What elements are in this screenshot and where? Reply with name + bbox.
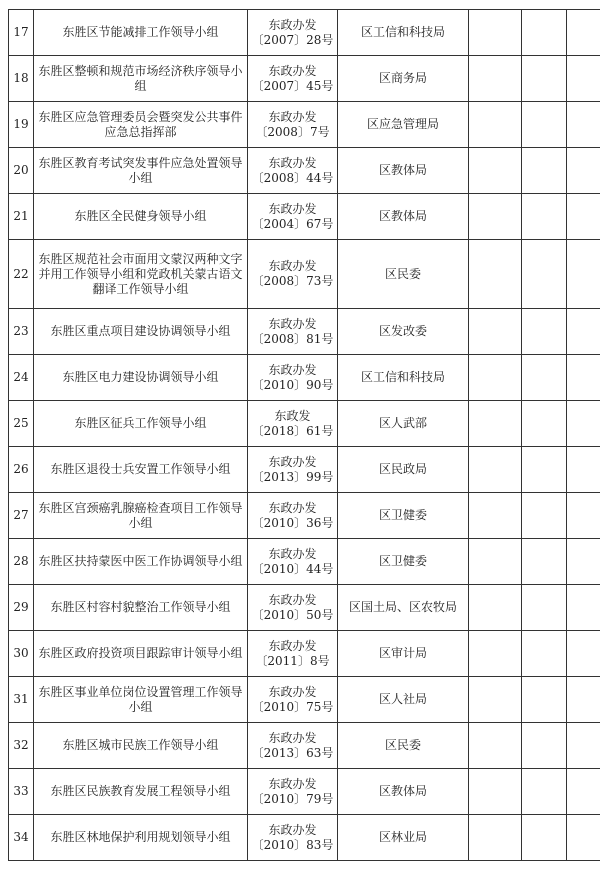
empty-cell [567,148,600,194]
row-number: 21 [9,194,34,240]
empty-cell [567,401,600,447]
empty-cell [469,102,522,148]
doc-issuer: 东政办发 [268,63,317,78]
table-row [9,815,600,861]
group-name: 东胜区事业单位岗位设置管理工作领导小组 [34,677,248,723]
doc-serial: 〔2007〕28号 [251,32,334,47]
doc-issuer: 东政办发 [268,201,317,216]
row-number: 25 [9,401,34,447]
doc-serial: 〔2007〕45号 [251,78,334,93]
empty-cell [567,769,600,815]
responsible-department: 区卫健委 [338,493,469,539]
responsible-department: 区工信和科技局 [338,355,469,401]
document-number [248,723,338,769]
responsible-department: 区民委 [338,240,469,309]
group-name: 东胜区规范社会市面用文蒙汉两种文字并用工作领导小组和党政机关蒙古语文翻译工作领导小组 [34,240,248,309]
document-number [248,10,338,56]
responsible-department: 区民委 [338,723,469,769]
empty-cell [469,677,522,723]
empty-cell [469,631,522,677]
responsible-department: 区民政局 [338,447,469,493]
table-row [9,56,600,102]
document-number [248,585,338,631]
document-number [248,447,338,493]
responsible-department: 区教体局 [338,769,469,815]
row-number: 32 [9,723,34,769]
responsible-department: 区人武部 [338,401,469,447]
document-number [248,631,338,677]
responsible-department: 区商务局 [338,56,469,102]
table-row [9,539,600,585]
responsible-department: 区人社局 [338,677,469,723]
doc-serial: 〔2013〕63号 [251,745,334,760]
table-row [9,148,600,194]
empty-cell [469,240,522,309]
row-number: 18 [9,56,34,102]
empty-cell [469,539,522,585]
doc-issuer: 东政办发 [268,362,317,377]
empty-cell [522,677,567,723]
empty-cell [522,815,567,861]
responsible-department: 区林业局 [338,815,469,861]
group-name: 东胜区政府投资项目跟踪审计领导小组 [34,631,248,677]
empty-cell [522,10,567,56]
table-row [9,102,600,148]
doc-serial: 〔2008〕7号 [255,124,330,139]
row-number: 20 [9,148,34,194]
doc-issuer: 东政办发 [268,684,317,699]
group-name: 东胜区林地保护利用规划领导小组 [34,815,248,861]
empty-cell [567,194,600,240]
table-row [9,769,600,815]
document-number [248,355,338,401]
group-name: 东胜区村容村貌整治工作领导小组 [34,585,248,631]
empty-cell [522,148,567,194]
doc-serial: 〔2010〕90号 [251,377,334,392]
row-number: 28 [9,539,34,585]
empty-cell [522,56,567,102]
document-number [248,309,338,355]
document-number [248,148,338,194]
doc-serial: 〔2011〕8号 [255,653,330,668]
empty-cell [567,815,600,861]
empty-cell [567,585,600,631]
responsible-department: 区发改委 [338,309,469,355]
row-number: 19 [9,102,34,148]
empty-cell [567,56,600,102]
empty-cell [522,309,567,355]
doc-issuer: 东政办发 [268,454,317,469]
empty-cell [522,102,567,148]
table-row [9,631,600,677]
empty-cell [469,10,522,56]
empty-cell [522,355,567,401]
row-number: 17 [9,10,34,56]
doc-issuer: 东政办发 [268,17,317,32]
group-name: 东胜区重点项目建设协调领导小组 [34,309,248,355]
row-number: 34 [9,815,34,861]
empty-cell [522,401,567,447]
empty-cell [469,585,522,631]
table-row [9,309,600,355]
empty-cell [522,493,567,539]
group-name: 东胜区城市民族工作领导小组 [34,723,248,769]
doc-issuer: 东政办发 [268,638,317,653]
row-number: 31 [9,677,34,723]
empty-cell [567,631,600,677]
row-number: 26 [9,447,34,493]
empty-cell [469,148,522,194]
empty-cell [522,723,567,769]
row-number: 27 [9,493,34,539]
row-number: 23 [9,309,34,355]
empty-cell [469,815,522,861]
table-row [9,447,600,493]
doc-serial: 〔2013〕99号 [251,469,334,484]
empty-cell [522,769,567,815]
empty-cell [567,447,600,493]
doc-serial: 〔2004〕67号 [251,216,334,231]
responsible-department: 区审计局 [338,631,469,677]
empty-cell [469,309,522,355]
group-name: 东胜区应急管理委员会暨突发公共事件应急总指挥部 [34,102,248,148]
doc-issuer: 东政办发 [268,155,317,170]
table-row [9,493,600,539]
empty-cell [567,723,600,769]
table-row [9,355,600,401]
doc-issuer: 东政办发 [268,730,317,745]
empty-cell [567,102,600,148]
table-row [9,240,600,309]
group-name: 东胜区整顿和规范市场经济秩序领导小组 [34,56,248,102]
doc-issuer: 东政办发 [268,500,317,515]
empty-cell [567,240,600,309]
responsible-department: 区工信和科技局 [338,10,469,56]
document-number [248,815,338,861]
group-name: 东胜区宫颈癌乳腺癌检查项目工作领导小组 [34,493,248,539]
empty-cell [469,493,522,539]
empty-cell [469,723,522,769]
empty-cell [469,447,522,493]
group-name: 东胜区征兵工作领导小组 [34,401,248,447]
responsible-department: 区卫健委 [338,539,469,585]
doc-issuer: 东政办发 [268,592,317,607]
row-number: 24 [9,355,34,401]
doc-issuer: 东政办发 [268,822,317,837]
group-name: 东胜区全民健身领导小组 [34,194,248,240]
row-number: 22 [9,240,34,309]
doc-serial: 〔2008〕73号 [251,274,334,288]
table-row [9,194,600,240]
empty-cell [469,355,522,401]
document-number [248,677,338,723]
row-number: 30 [9,631,34,677]
doc-issuer: 东政办发 [268,109,317,124]
responsible-department: 区应急管理局 [338,102,469,148]
document-number [248,102,338,148]
row-number: 29 [9,585,34,631]
empty-cell [522,447,567,493]
doc-serial: 〔2018〕61号 [251,423,334,438]
table-row [9,677,600,723]
group-name: 东胜区扶持蒙医中医工作协调领导小组 [34,539,248,585]
leading-groups-table [8,9,600,861]
group-name: 东胜区教育考试突发事件应急处置领导小组 [34,148,248,194]
document-number [248,56,338,102]
empty-cell [522,631,567,677]
empty-cell [567,10,600,56]
empty-cell [567,539,600,585]
doc-serial: 〔2010〕83号 [251,837,334,852]
doc-issuer: 东政办发 [268,259,317,273]
empty-cell [469,194,522,240]
table-row [9,401,600,447]
responsible-department: 区教体局 [338,148,469,194]
group-name: 东胜区电力建设协调领导小组 [34,355,248,401]
doc-serial: 〔2010〕75号 [251,699,334,714]
document-number [248,240,338,309]
empty-cell [522,585,567,631]
responsible-department: 区教体局 [338,194,469,240]
empty-cell [522,240,567,309]
group-name: 东胜区节能减排工作领导小组 [34,10,248,56]
responsible-department: 区国土局、区农牧局 [338,585,469,631]
doc-issuer: 东政办发 [268,316,317,331]
empty-cell [469,56,522,102]
table-row [9,723,600,769]
table-row [9,10,600,56]
empty-cell [567,309,600,355]
doc-serial: 〔2010〕36号 [251,515,334,530]
row-number: 33 [9,769,34,815]
doc-serial: 〔2010〕79号 [251,791,334,806]
table-row [9,585,600,631]
group-name: 东胜区民族教育发展工程领导小组 [34,769,248,815]
doc-serial: 〔2010〕44号 [251,561,334,576]
empty-cell [522,194,567,240]
doc-issuer: 东政办发 [268,546,317,561]
empty-cell [469,769,522,815]
empty-cell [522,539,567,585]
empty-cell [567,677,600,723]
table-body [9,10,600,861]
document-number [248,493,338,539]
group-name: 东胜区退役士兵安置工作领导小组 [34,447,248,493]
doc-issuer: 东政发 [274,408,311,423]
empty-cell [567,493,600,539]
empty-cell [567,355,600,401]
document-number [248,401,338,447]
empty-cell [469,401,522,447]
doc-serial: 〔2008〕44号 [251,170,334,185]
document-number [248,539,338,585]
doc-serial: 〔2008〕81号 [251,331,334,346]
document-number [248,769,338,815]
doc-serial: 〔2010〕50号 [251,607,334,622]
doc-issuer: 东政办发 [268,776,317,791]
document-number [248,194,338,240]
